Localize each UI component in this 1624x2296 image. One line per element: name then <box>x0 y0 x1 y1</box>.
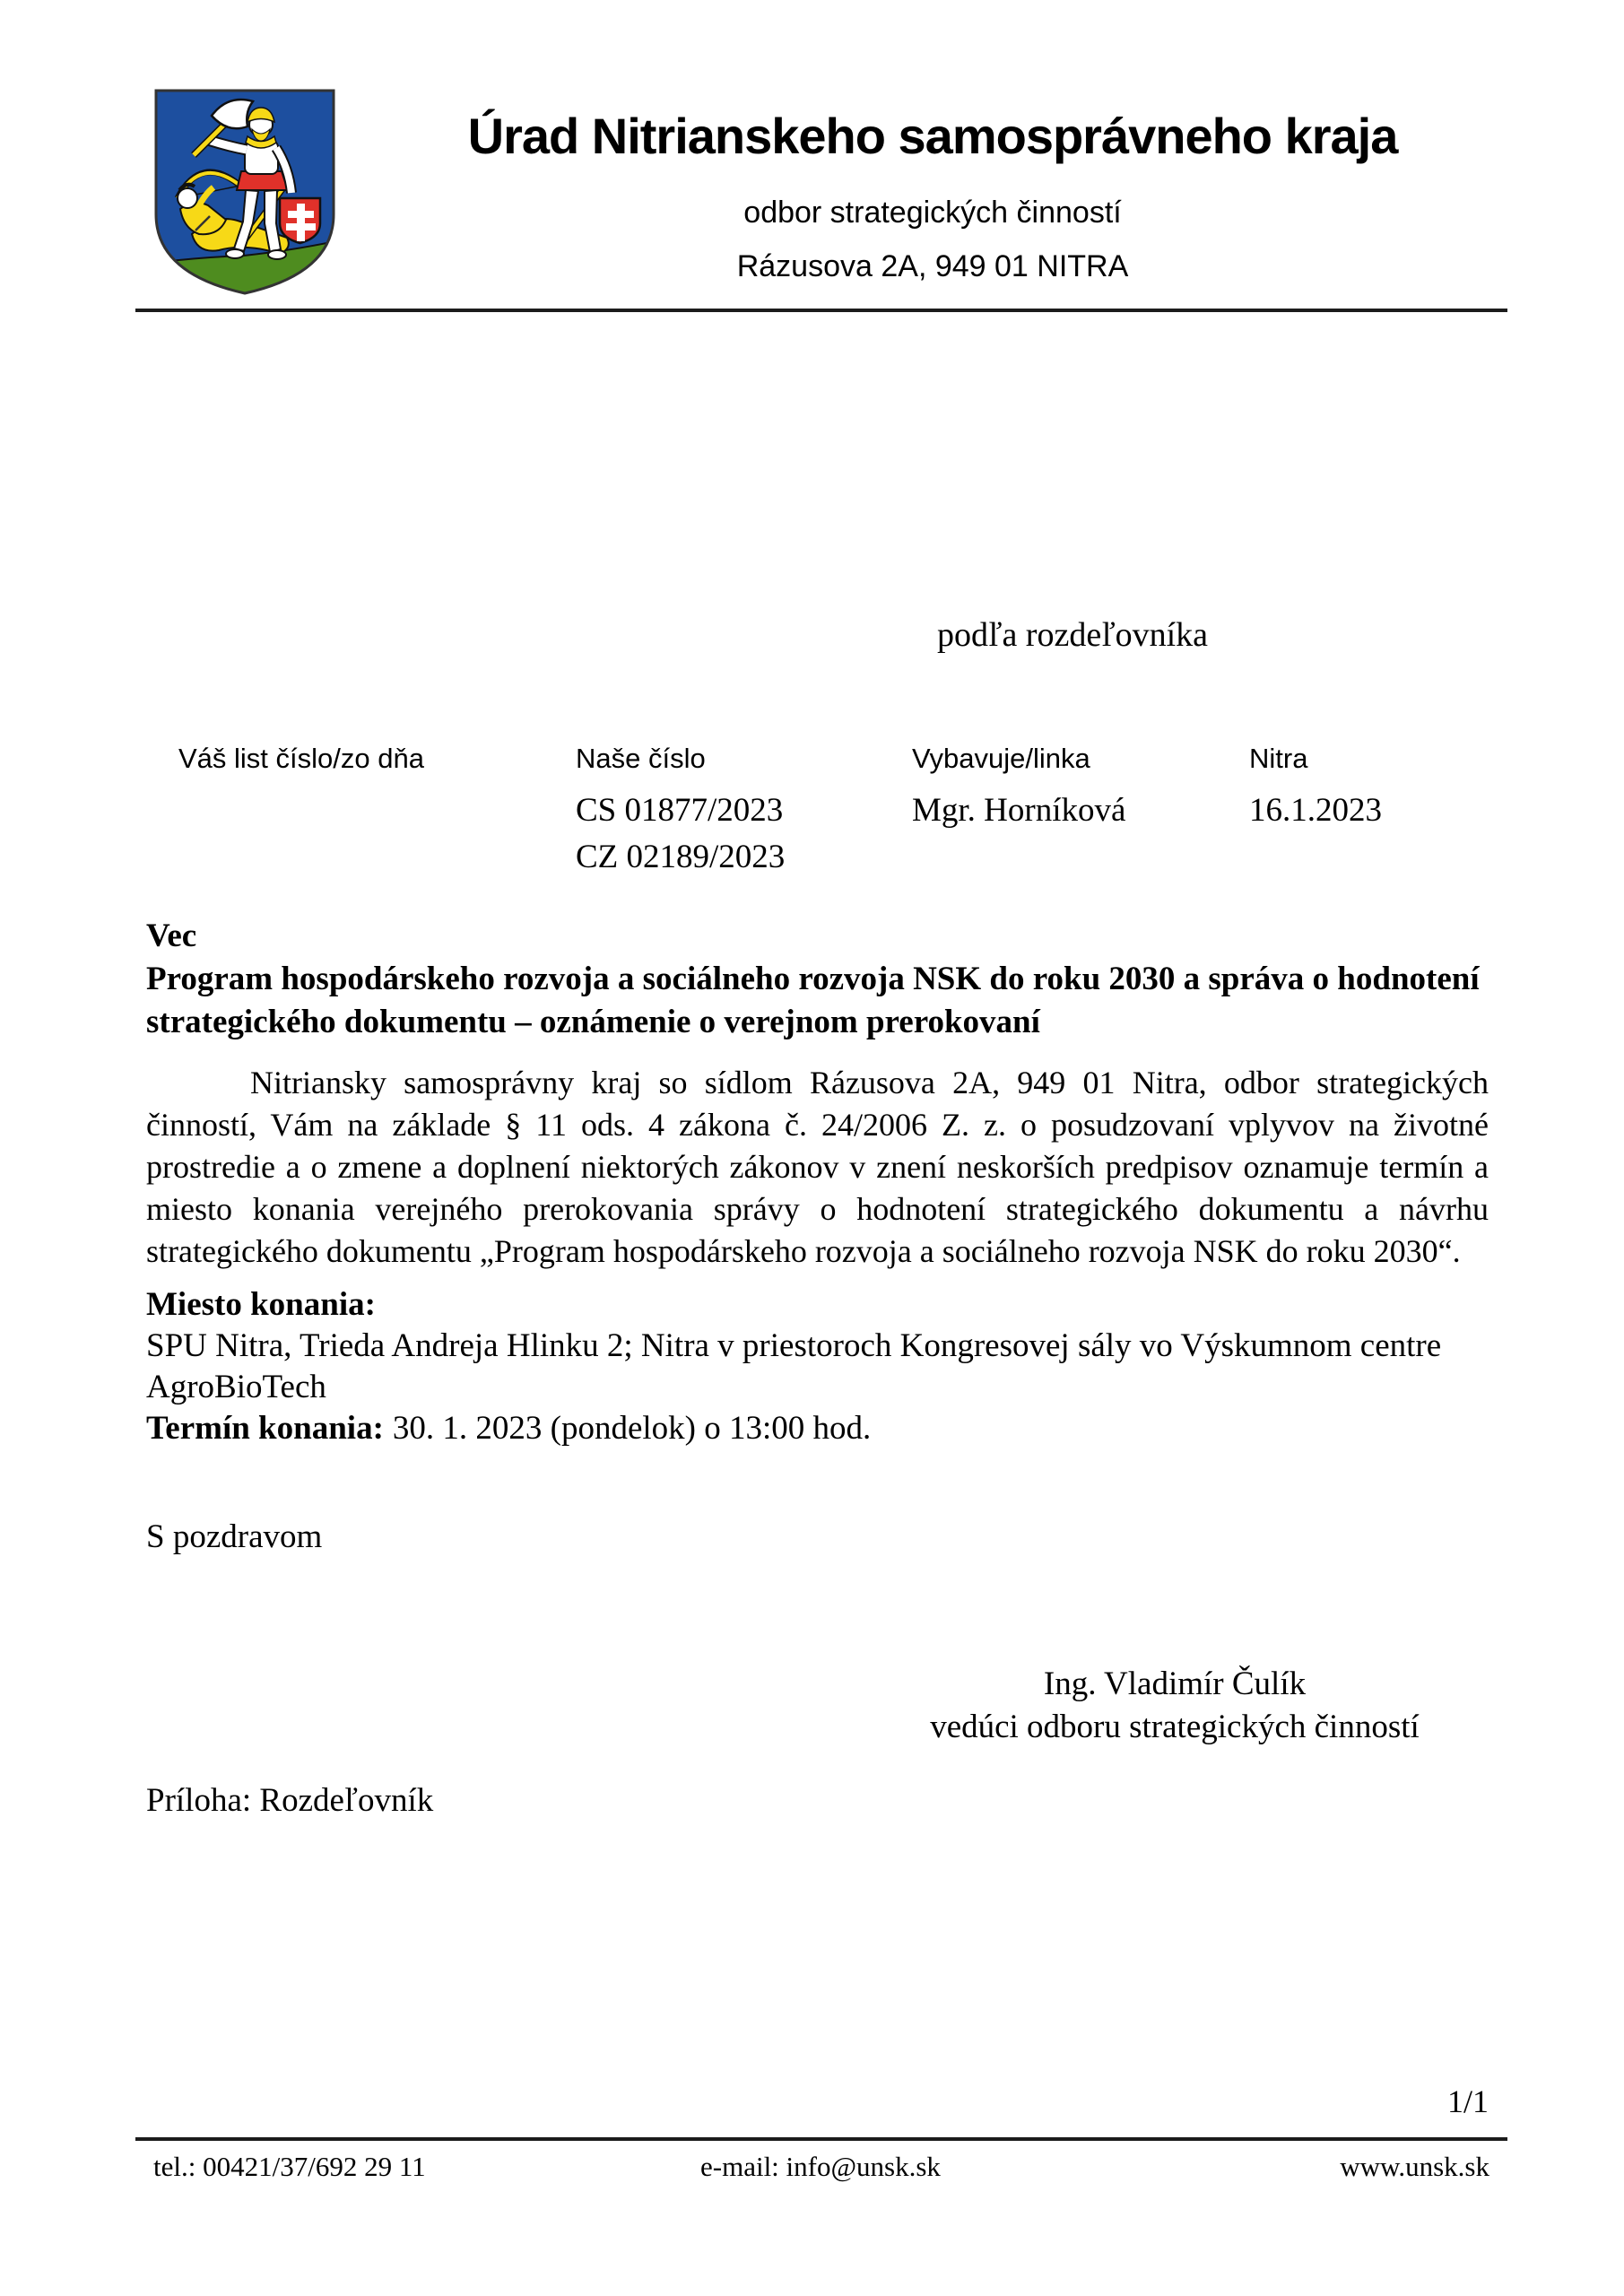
ref-col-label: Váš list číslo/zo dňa <box>178 743 424 774</box>
venue-label: Miesto konania: <box>146 1286 376 1323</box>
org-address: Rázusova 2A, 949 01 NITRA <box>736 249 1129 283</box>
page-number: 1/1 <box>1446 2083 1489 2119</box>
signature-block <box>861 1663 1489 1749</box>
nitra-coat-of-arms-icon <box>154 88 335 296</box>
recipient-line: podľa rozdeľovníka <box>937 616 1209 654</box>
subject-line-2: strategického dokumentu – oznámenie o verejnom prerokovaní <box>146 1004 1040 1040</box>
footer-phone: tel.: 00421/37/692 29 11 <box>153 2151 426 2182</box>
header-rule <box>135 309 1507 312</box>
org-name: Úrad Nitrianskeho samosprávneho kraja <box>467 108 1398 164</box>
footer-email: e-mail: info@unsk.sk <box>700 2151 941 2182</box>
ref-value-date: 16.1.2023 <box>1249 792 1382 829</box>
closing-salutation: S pozdravom <box>146 1518 323 1555</box>
attachment-note: Príloha: Rozdeľovník <box>146 1782 434 1819</box>
ref-value-handler: Mgr. Horníková <box>912 792 1126 829</box>
date-label: Termín konania: <box>146 1410 384 1447</box>
footer-website: www.unsk.sk <box>1340 2151 1489 2182</box>
ref-col-our-number <box>576 741 785 881</box>
signature-title: vedúci odboru strategických činností <box>930 1709 1420 1745</box>
date-value: 30. 1. 2023 (pondelok) o 13:00 hod. <box>392 1410 872 1447</box>
ref-value-cz-number: CZ 02189/2023 <box>576 839 786 875</box>
meeting-details <box>146 1284 1527 1449</box>
venue-address: SPU Nitra, Trieda Andreja Hlinku 2; Nitra v priestoroch Kongresovej sály vo Výskumnom centre <box>146 1327 1442 1364</box>
subject-line-1: Program hospodárskeho rozvoja a sociálneho rozvoja NSK do roku 2030 a správa o hodnotení <box>146 961 1480 997</box>
ref-value-cs-number: CS 01877/2023 <box>576 792 784 829</box>
ref-col-handled-by <box>912 741 1125 834</box>
subject-block <box>146 915 1491 1044</box>
ref-col-label: Nitra <box>1249 743 1308 774</box>
signature-name: Ing. Vladimír Čulík <box>1043 1665 1307 1702</box>
venue-building: AgroBioTech <box>146 1369 326 1405</box>
ref-col-your-letter <box>178 741 424 787</box>
footer-rule <box>135 2137 1507 2141</box>
ref-col-label: Naše číslo <box>576 743 706 774</box>
ref-col-place-date <box>1249 741 1382 834</box>
ref-col-label: Vybavuje/linka <box>912 743 1090 774</box>
body-paragraph: Nitriansky samosprávny kraj so sídlom Rázusova 2A, 949 01 Nitra, odbor strategických činností, Vám na základe § 11 ods. 4 zákona č. 24/2006 Z. z. o posudzovaní vplyvov na životné prostredie a o zmene a doplnení niektorých zákonov v znení neskorších predpisov oznamuje termín a miesto konania verejného prerokovania správy o hodnotení strategického dokumentu a návrhu strategického dokumentu „Program hospodárskeho rozvoja a sociálneho rozvoja NSK do roku 2030“. <box>146 1065 1489 1269</box>
subject-label: Vec <box>146 918 197 954</box>
org-department: odbor strategických činností <box>743 196 1122 230</box>
